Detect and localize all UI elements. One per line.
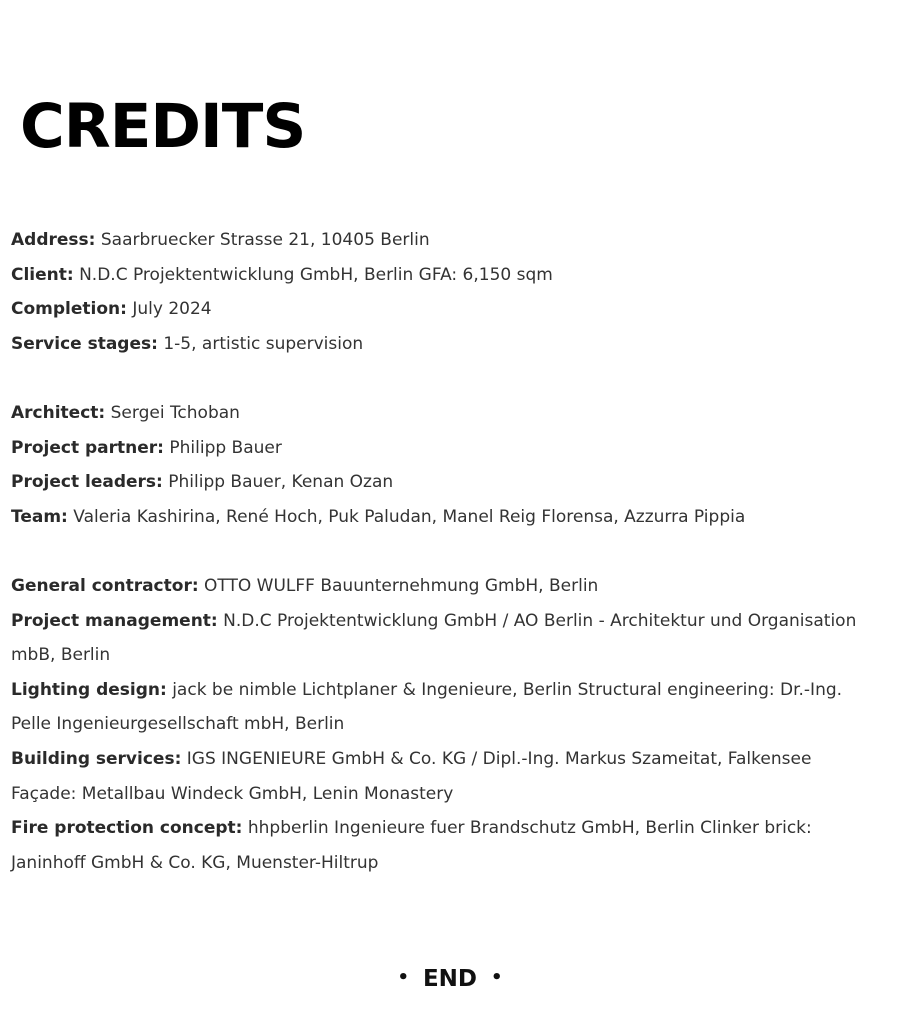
- credit-project-partner: [11, 431, 881, 466]
- credit-value: July 2024: [126, 299, 212, 320]
- end-marker: [0, 962, 900, 997]
- credit-label: Address:: [11, 230, 96, 250]
- credit-label: Building services:: [11, 748, 182, 769]
- section-spacer: [11, 361, 881, 396]
- credit-label: Project partner:: [11, 437, 164, 458]
- end-label: END: [422, 966, 478, 992]
- credit-value: Valeria Kashirina, René Hoch, Puk Paludan, Manel Reig Florensa, Azzurra Pippia: [67, 506, 746, 527]
- credit-architect: [11, 396, 881, 431]
- credit-value: OTTO WULFF Bauunternehmung GmbH, Berlin: [198, 575, 599, 596]
- credit-team: [11, 500, 881, 535]
- credit-value: hhpberlin Ingenieure fuer Brandschutz GmbH, Berlin Clinker brick: Janinhoff GmbH & Co. KG, Muenster-Hiltrup: [11, 818, 812, 873]
- credit-label: Client:: [11, 264, 74, 285]
- credit-client: [11, 258, 881, 293]
- credit-label: Architect:: [11, 402, 106, 423]
- credit-value: N.D.C Projektentwicklung GmbH / AO Berlin - Architektur und Organisation mbB, Berlin: [11, 610, 857, 666]
- bullet-icon: •: [491, 966, 503, 988]
- credit-project-leaders: [11, 465, 881, 500]
- credit-address: [11, 223, 881, 258]
- credit-fire-protection: [11, 811, 881, 880]
- bullet-icon: •: [397, 966, 409, 988]
- credit-value: IGS INGENIEURE GmbH & Co. KG / Dipl.-Ing. Markus Szameitat, Falkensee Façade: Metallbau Windeck GmbH, Lenin Monastery: [11, 748, 812, 804]
- credit-project-management: [11, 604, 881, 673]
- credit-label: General contractor:: [11, 575, 199, 596]
- credit-value: Saarbruecker Strasse 21, 10405 Berlin: [95, 230, 430, 250]
- section-spacer: [11, 534, 881, 569]
- credit-value: 1-5, artistic supervision: [157, 333, 364, 354]
- credit-completion: [11, 292, 881, 327]
- credit-value: jack be nimble Lichtplaner & Ingenieure, Berlin Structural engineering: Dr.-Ing. Pelle Ingenieurgesellschaft mbH, Berlin: [11, 679, 843, 735]
- credits-list: [11, 223, 881, 880]
- credit-label: Lighting design:: [11, 679, 167, 700]
- credit-label: Project management:: [11, 610, 218, 631]
- credit-general-contractor: [11, 569, 881, 604]
- credit-label: Fire protection concept:: [11, 818, 243, 839]
- credit-label: Service stages:: [11, 333, 158, 354]
- credit-lighting-design: [11, 673, 881, 742]
- page-title: CREDITS: [20, 91, 306, 162]
- credit-value: Philipp Bauer: [163, 437, 282, 458]
- credit-label: Project leaders:: [11, 472, 163, 493]
- credit-value: Philipp Bauer, Kenan Ozan: [162, 472, 394, 493]
- credit-value: Sergei Tchoban: [105, 402, 240, 423]
- credit-value: N.D.C Projektentwicklung GmbH, Berlin GFA: 6,150 sqm: [73, 264, 553, 285]
- credit-service-stages: [11, 327, 881, 362]
- credit-building-services: [11, 742, 881, 811]
- credit-label: Team:: [11, 506, 68, 527]
- credit-label: Completion:: [11, 299, 127, 320]
